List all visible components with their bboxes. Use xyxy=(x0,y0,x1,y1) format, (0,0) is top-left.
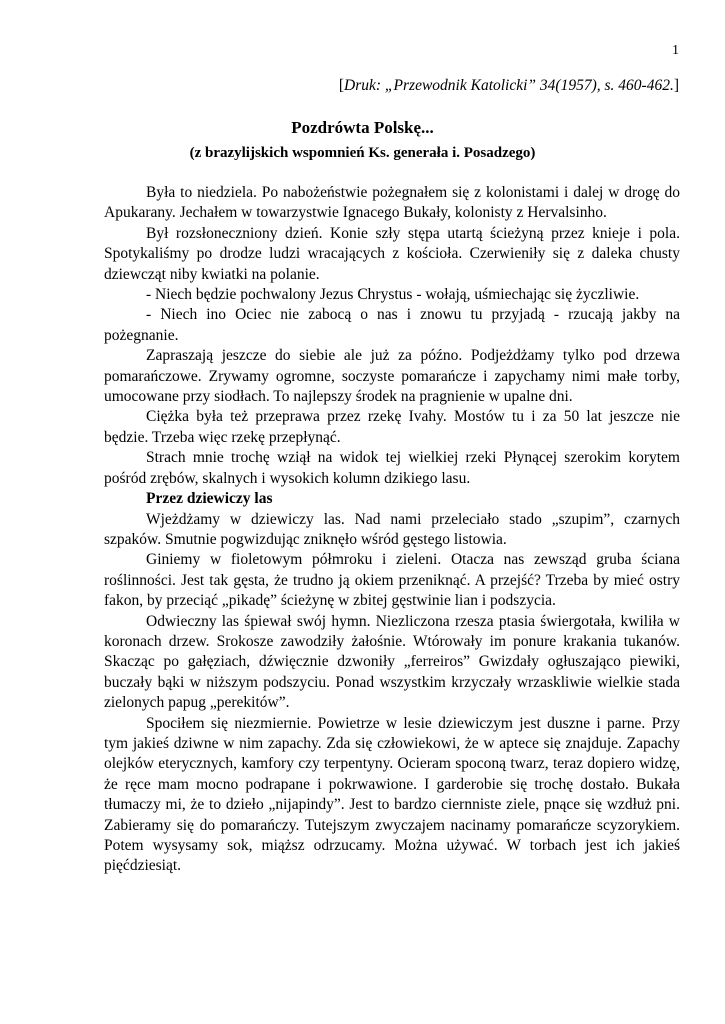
document-title: Pozdrówta Polskę... xyxy=(291,118,434,137)
paragraph: Był rozsłoneczniony dzień. Konie szły stępa utartą ścieżyną przez knieje i pola. Spotykaliśmy po drodze ludzi wracających z kościoła. Czerwieniły się z daleka chusty dziewcząt niby kwiatki na polanie. xyxy=(104,224,680,283)
paragraph: Wjeżdżamy w dziewiczy las. Nad nami przeleciało stado „szupim”, czarnych szpaków. Smutnie pogwizdując zniknęło wśród gęstego listowia. xyxy=(104,510,680,548)
section-heading: Przez dziewiczy las xyxy=(146,490,273,508)
paragraph: Ciężka była też przeprawa przez rzekę Ivahy. Mostów tu i za 50 lat jeszcze nie będzie. Trzeba więc rzekę przepłynąć. xyxy=(104,408,680,446)
paragraph: Odwieczny las śpiewał swój hymn. Niezliczona rzesza ptasia świergotała, kwiliła w koronach drzew. Srokosze zawodziły żałośnie. Wtórowały im ponure krakania tukanów. Skacząc po gałęziach, dźwięcznie dzwoniły „ferreiros” Gwizdały ogłuszająco piewiki, buczały bąki w niższym podszyciu. Ponad wszystkim krzyczały wrzaskliwie wielkie stada zielonych papug „perekitów”. xyxy=(104,612,680,712)
paragraph: Strach mnie trochę wziął na widok tej wielkiej rzeki Płynącej szerokim korytem pośród zrębów, skalnych i wysokich kolumn dzikiego lasu. xyxy=(104,449,680,487)
paragraph: Zapraszają jeszcze do siebie ale już za późno. Podjeżdżamy tylko pod drzewa pomarańczowe. Zrywamy ogromne, soczyste pomarańcze i zapychamy nimi małe torby, umocowane przy siodłach. To najlepszy środek na pragnienie w upalne dni. xyxy=(104,347,680,406)
paragraph: - Niech ino Ociec nie zabocą o nas i znowu tu przyjadą - rzucają jakby na pożegnanie. xyxy=(104,306,680,344)
paragraph: Spociłem się niezmiernie. Powietrze w lesie dziewiczym jest duszne i parne. Przy tym jakieś dziwne w nim zapachy. Zda się człowiekowi, że w aptece się znajduje. Zapachy olejków eterycznych, kamfory czy terpentyny. Ocieram spoconą twarz, teraz dopiero widzę, że ręce mam mocno podrapane i pokrwawione. I garderobie się trochę dostało. Bukała tłumaczy mi, że to dzieło „nijapindy”. Jest to bardzo ciernniste ziele, pnące się wzdłuż pni. Zabieramy się do pomarańczy. Tutejszym zwyczajem nacinamy pomarańcze scyzorykiem. Potem wysysamy sok, miąższ odrzucamy. Można używać. W torbach jest ich jakieś pięćdziesiąt. xyxy=(104,714,680,875)
paragraph: Giniemy w fioletowym półmroku i zieleni. Otacza nas zewsząd gruba ściana roślinności. Jest tak gęsta, że trudno ją okiem przeniknąć. A przejść? Trzeba by mieć ostry fakon, by przeciąć „pikadę” ścieżynę w zbitej gęstwinie lian i podszycia. xyxy=(104,551,680,610)
source-open-bracket: [ xyxy=(338,77,345,94)
source-close-bracket: ] xyxy=(673,77,679,94)
document-subtitle: (z brazylijskich wspomnień Ks. generała i. Posadzego) xyxy=(189,145,536,161)
page-number: 1 xyxy=(672,43,679,58)
paragraph: - Niech będzie pochwalony Jezus Chrystus - wołają, uśmiechając się życzliwie. xyxy=(146,286,640,304)
source-citation: Druk: „Przewodnik Katolicki” 34(1957), s. 460-462. xyxy=(344,77,674,94)
document-body xyxy=(104,183,680,877)
paragraph: Była to niedziela. Po nabożeństwie pożegnałem się z kolonistami i dalej w drogę do Apukarany. Jechałem w towarzystwie Ignacego Bukały, kolonisty z Hervalsinho. xyxy=(104,184,680,222)
source-note xyxy=(339,77,679,95)
